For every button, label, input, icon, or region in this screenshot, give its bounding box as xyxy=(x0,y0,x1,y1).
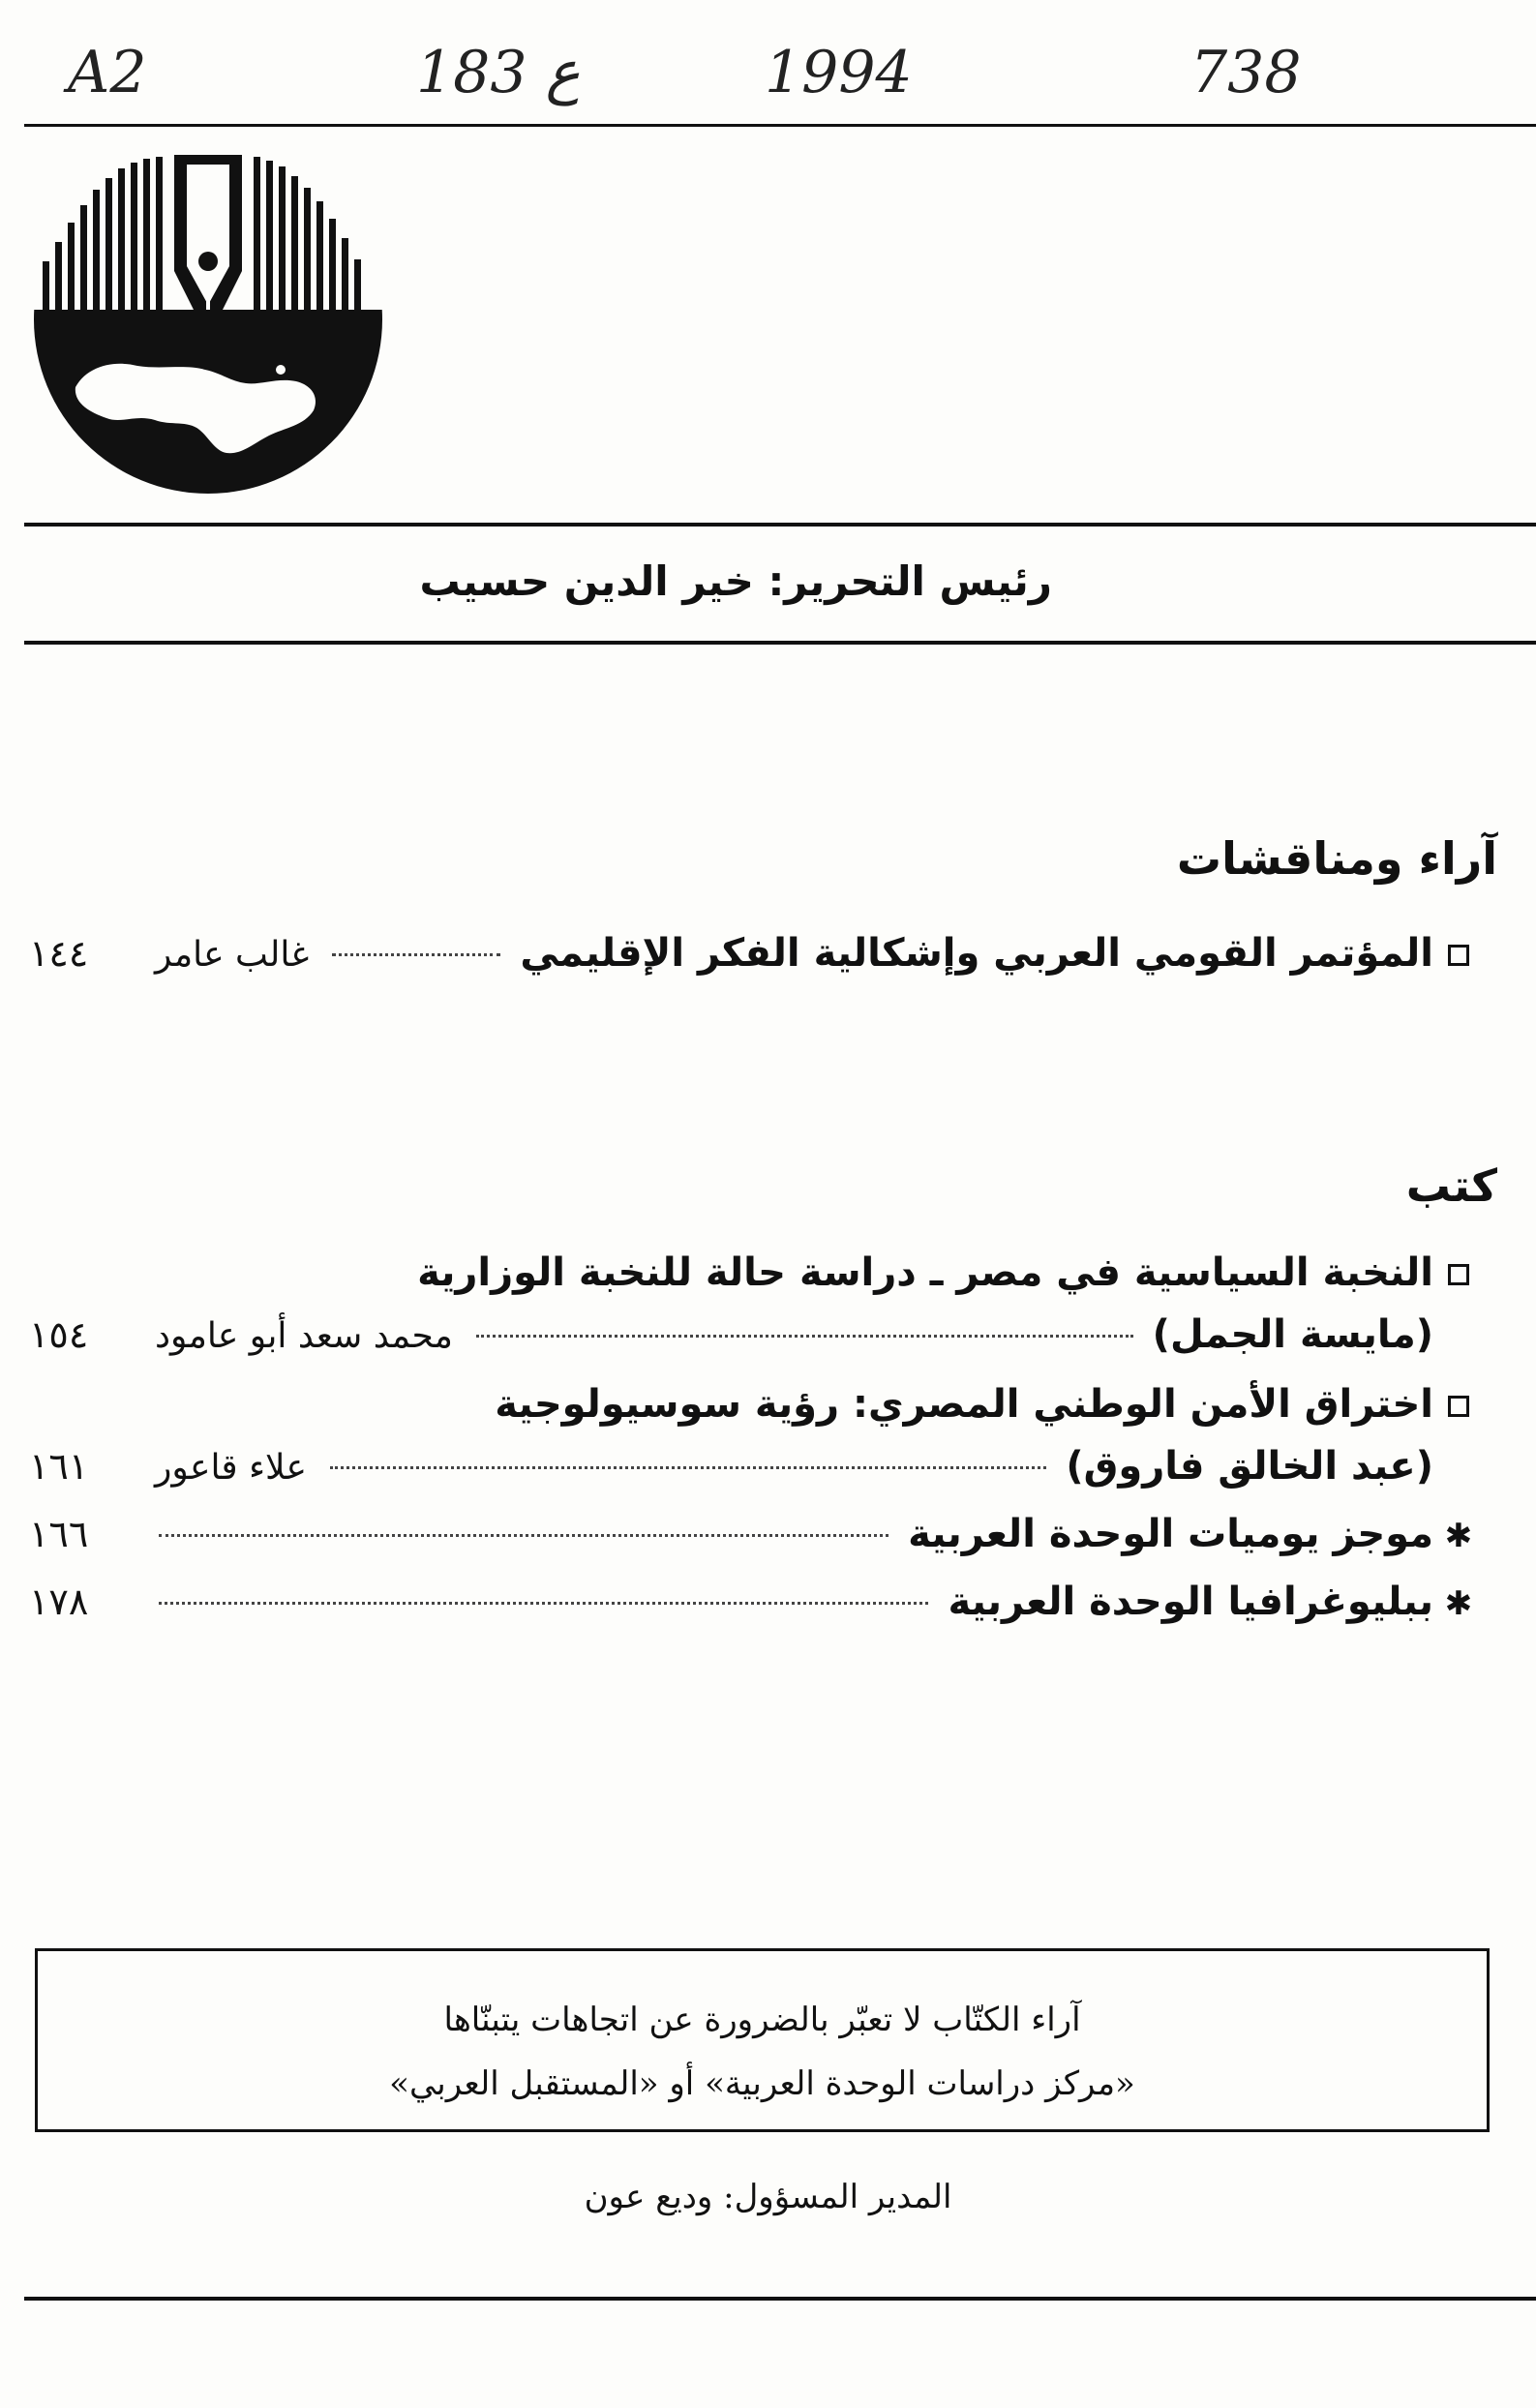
logo-bars-left xyxy=(43,157,163,312)
section-heading-books: كتب xyxy=(1405,1159,1497,1212)
entry-author: محمد سعد أبو عامود xyxy=(155,1316,453,1356)
disclaimer-box xyxy=(35,1948,1490,2132)
entry-title: موجز يوميات الوحدة العربية xyxy=(908,1512,1433,1556)
header-rule-bottom xyxy=(24,641,1536,645)
entry-page: ١٤٤ xyxy=(29,932,89,975)
handwritten-mark-d: 738 xyxy=(1190,39,1302,106)
manager-name: وديع عون xyxy=(584,2178,713,2216)
disclaimer-line-2: «مركز دراسات الوحدة العربية» أو «المستقبل العربي» xyxy=(389,2064,1135,2103)
toc-entry[interactable] xyxy=(29,1250,1478,1374)
dot-leader xyxy=(332,953,500,956)
toc-entry[interactable] xyxy=(29,1512,1478,1574)
entry-author: علاء قاعور xyxy=(155,1448,307,1488)
entry-title: اختراق الأمن الوطني المصري: رؤية سوسيولوجية xyxy=(495,1382,1433,1427)
editor-in-chief xyxy=(419,557,1052,605)
handwritten-mark-b: 183 ع xyxy=(416,39,581,106)
managing-director xyxy=(0,2178,1536,2216)
manager-label: المدير المسؤول: xyxy=(723,2178,952,2216)
editor-name: خير الدين حسيب xyxy=(419,557,754,605)
toc-entry[interactable] xyxy=(29,931,1478,993)
footer-rule xyxy=(24,2297,1536,2301)
checkbox-bullet-icon xyxy=(1439,1255,1478,1294)
entry-subtitle: (عبد الخالق فاروق) xyxy=(1066,1444,1433,1489)
handwritten-mark-c: 1994 xyxy=(765,39,913,106)
entry-page: ١٧٨ xyxy=(29,1580,89,1623)
entry-page: ١٦٦ xyxy=(29,1513,89,1555)
header-rule-top xyxy=(24,523,1536,527)
dot-leader xyxy=(159,1602,928,1605)
toc-entry[interactable] xyxy=(29,1580,1478,1641)
checkbox-bullet-icon xyxy=(1439,936,1478,975)
dot-leader xyxy=(476,1335,1133,1338)
handwritten-mark-a: A2 xyxy=(68,39,147,106)
entry-page: ١٦١ xyxy=(29,1445,89,1488)
entry-title: النخبة السياسية في مصر ـ دراسة حالة للنخبة الوزارية xyxy=(417,1250,1433,1295)
toc-entry[interactable] xyxy=(29,1382,1478,1506)
dot-leader xyxy=(330,1466,1046,1469)
entry-subtitle: (مايسة الجمل) xyxy=(1152,1312,1433,1357)
asterisk-bullet-icon: ✱ xyxy=(1444,1517,1473,1555)
entry-title: المؤتمر القومي العربي وإشكالية الفكر الإقليمي xyxy=(520,931,1433,976)
entry-page: ١٥٤ xyxy=(29,1313,89,1356)
asterisk-bullet-icon: ✱ xyxy=(1444,1584,1473,1623)
editor-label: رئيس التحرير: xyxy=(768,557,1052,605)
center-logo xyxy=(29,145,387,494)
disclaimer-line-1: آراء الكتّاب لا تعبّر بالضرورة عن اتجاهات يتبنّاها xyxy=(443,2001,1081,2039)
entry-author: غالب عامر xyxy=(155,935,310,975)
entry-title: ببليوغرافيا الوحدة العربية xyxy=(948,1580,1433,1624)
section-heading-opinions: آراء ومناقشات xyxy=(1176,832,1497,885)
logo-bars-right xyxy=(254,157,361,312)
top-rule xyxy=(24,124,1536,127)
checkbox-bullet-icon xyxy=(1439,1387,1478,1426)
dot-leader xyxy=(159,1534,888,1537)
